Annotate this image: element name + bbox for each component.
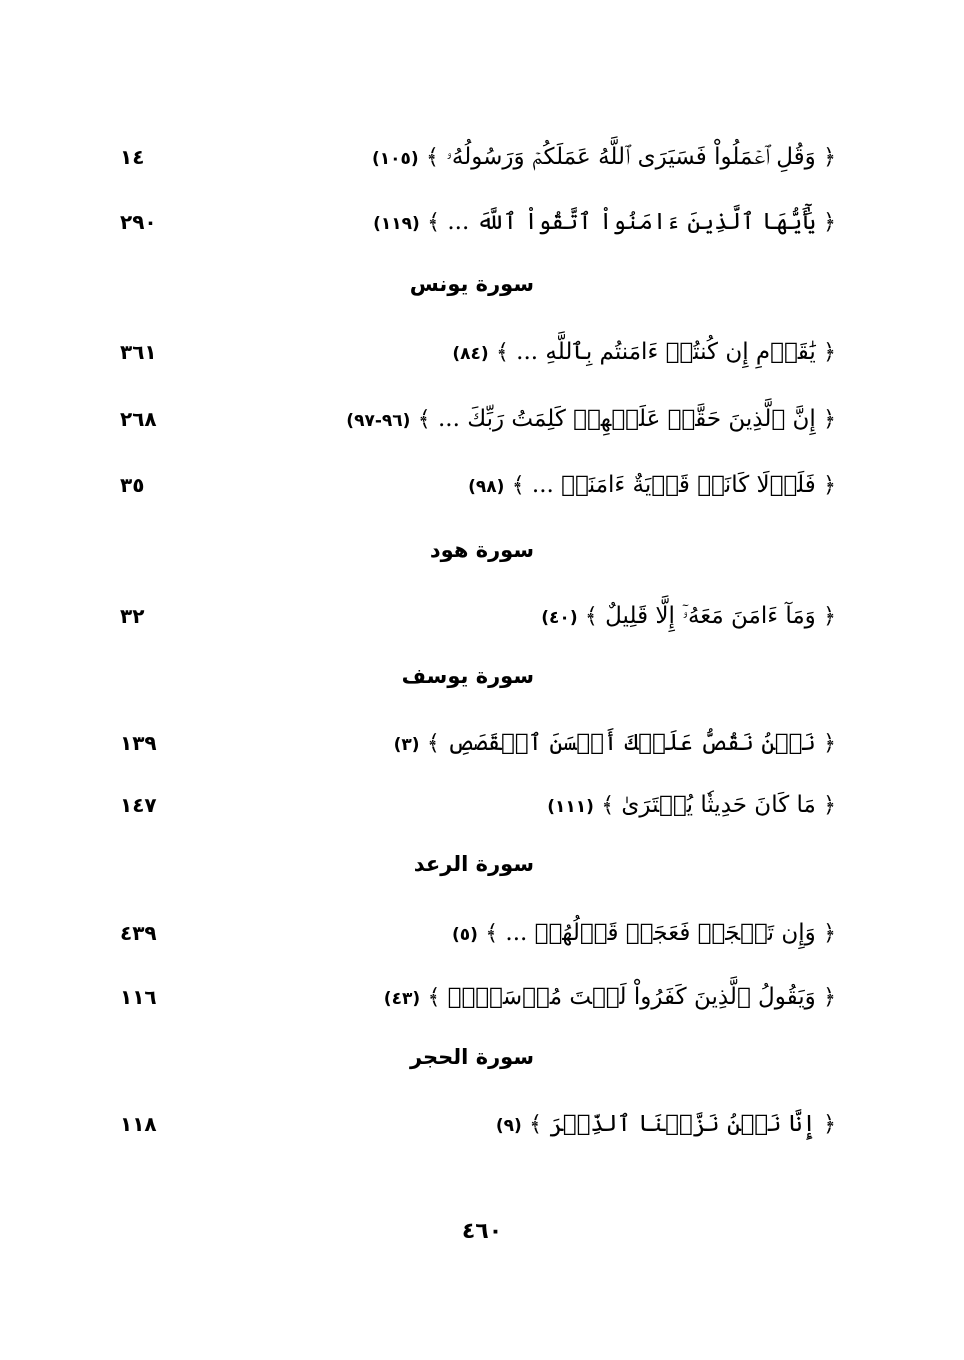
open-bracket: ﴿ <box>823 407 836 432</box>
section-title: سورة الرعد <box>413 852 534 876</box>
verse-content: نَحۡنُ نَقُصُّ عَلَيۡكَ أَحۡسَنَ ٱلۡقَصَصِ <box>447 730 816 756</box>
verse-row <box>0 593 964 643</box>
verse-text <box>394 720 836 768</box>
page-reference: ٣٢ <box>120 604 145 628</box>
verse-text <box>452 329 836 377</box>
page-reference: ١٤٧ <box>120 793 157 817</box>
verse-reference: (٤٣) <box>383 989 421 1009</box>
verse-row <box>0 782 964 832</box>
verse-reference: (١١٩) <box>373 214 420 234</box>
verse-text <box>384 974 836 1022</box>
page-reference: ١١٦ <box>120 985 157 1009</box>
verse-text <box>547 782 836 830</box>
page-reference: ١٣٩ <box>120 731 157 755</box>
page-reference: ١١٨ <box>120 1112 157 1136</box>
verse-row <box>0 396 964 446</box>
verse-reference: (٥) <box>451 925 478 945</box>
page-reference: ٣٦١ <box>120 340 157 364</box>
open-bracket: ﴿ <box>823 731 836 756</box>
verse-row <box>0 720 964 770</box>
close-bracket: ﴾ <box>417 407 431 432</box>
open-bracket: ﴿ <box>823 793 836 818</box>
section-title: سورة الحجر <box>409 1045 534 1069</box>
verse-reference: (٩٦-٩٧) <box>346 411 411 431</box>
close-bracket: ﴾ <box>495 340 509 365</box>
open-bracket: ﴿ <box>823 340 836 365</box>
verse-content: وَإِن تَعۡجَبۡ فَعَجَبٞ قَوۡلُهُمۡ ... <box>505 920 816 946</box>
verse-text <box>452 910 836 958</box>
close-bracket: ﴾ <box>601 793 615 818</box>
verse-content: إِنَّا نَحۡنُ نَزَّلۡنَا ٱلذِّكۡرَ <box>549 1111 816 1137</box>
verse-text <box>346 396 836 444</box>
verse-content: وَقُلِ ٱعۡمَلُواْ فَسَيَرَى ٱللَّهُ عَمَلَكُمۡ وَرَسُولُهُۥ <box>446 144 816 170</box>
verse-text <box>468 462 836 510</box>
verse-row <box>0 134 964 184</box>
verse-row <box>0 462 964 512</box>
verse-content: يَٰٓأَيُّهَا ٱلَّذِينَ ءَامَنُواْ ٱتَّقُواْ ٱللَّهَ ... <box>447 209 816 235</box>
verse-row <box>0 974 964 1024</box>
verse-row <box>0 910 964 960</box>
page-reference: ٢٩٠ <box>120 210 157 234</box>
verse-row <box>0 1101 964 1151</box>
section-title: سورة يونس <box>409 272 534 296</box>
verse-reference: (٨٤) <box>452 344 489 364</box>
close-bracket: ﴾ <box>426 731 440 756</box>
section-title: سورة يوسف <box>401 664 534 688</box>
verse-content: وَيَقُولُ ٱلَّذِينَ كَفَرُواْ لَسۡتَ مُرۡسَلٗاۚ <box>447 984 816 1010</box>
section-title: سورة هود <box>429 538 534 562</box>
verse-content: يَٰقَوۡمِ إِن كُنتُمۡ ءَامَنتُم بِٱللَّهِ ... <box>516 339 816 365</box>
verse-reference: (٩) <box>495 1116 522 1136</box>
close-bracket: ﴾ <box>485 921 499 946</box>
verse-content: إِنَّ ٱلَّذِينَ حَقَّتۡ عَلَيۡهِمۡ كَلِمَتُ رَبِّكَ ... <box>437 406 816 432</box>
verse-content: مَا كَانَ حَدِيثٗا يُفۡتَرَىٰ <box>621 792 816 818</box>
verse-reference: (١١١) <box>547 797 594 817</box>
open-bracket: ﴿ <box>823 473 836 498</box>
verse-row <box>0 329 964 379</box>
open-bracket: ﴿ <box>823 1112 836 1137</box>
page-reference: ٢٦٨ <box>120 407 157 431</box>
verse-reference: (٤٠) <box>541 608 578 628</box>
open-bracket: ﴿ <box>823 145 836 170</box>
open-bracket: ﴿ <box>823 921 836 946</box>
open-bracket: ﴿ <box>823 210 836 235</box>
verse-reference: (٣) <box>393 735 420 755</box>
page-reference: ٣٥ <box>120 473 145 497</box>
verse-text <box>373 199 836 247</box>
close-bracket: ﴾ <box>529 1112 543 1137</box>
close-bracket: ﴾ <box>427 985 441 1010</box>
open-bracket: ﴿ <box>823 604 836 629</box>
page-number: ٤٦٠ <box>461 1219 503 1244</box>
verse-content: وَمَآ ءَامَنَ مَعَهُۥٓ إِلَّا قَلِيلٌ <box>605 603 816 629</box>
verse-row <box>0 199 964 249</box>
verse-text <box>496 1101 836 1149</box>
verse-text <box>541 593 836 641</box>
open-bracket: ﴿ <box>823 985 836 1010</box>
close-bracket: ﴾ <box>584 604 598 629</box>
verse-text <box>372 134 836 182</box>
page-reference: ١٤ <box>120 145 145 169</box>
page-reference: ٤٣٩ <box>120 921 157 945</box>
close-bracket: ﴾ <box>511 473 525 498</box>
verse-reference: (٩٨) <box>468 477 505 497</box>
close-bracket: ﴾ <box>425 145 439 170</box>
verse-content: فَلَوۡلَا كَانَتۡ قَرۡيَةٌ ءَامَنَتۡ ... <box>531 472 816 498</box>
verse-reference: (١٠٥) <box>371 149 419 169</box>
close-bracket: ﴾ <box>427 210 441 235</box>
